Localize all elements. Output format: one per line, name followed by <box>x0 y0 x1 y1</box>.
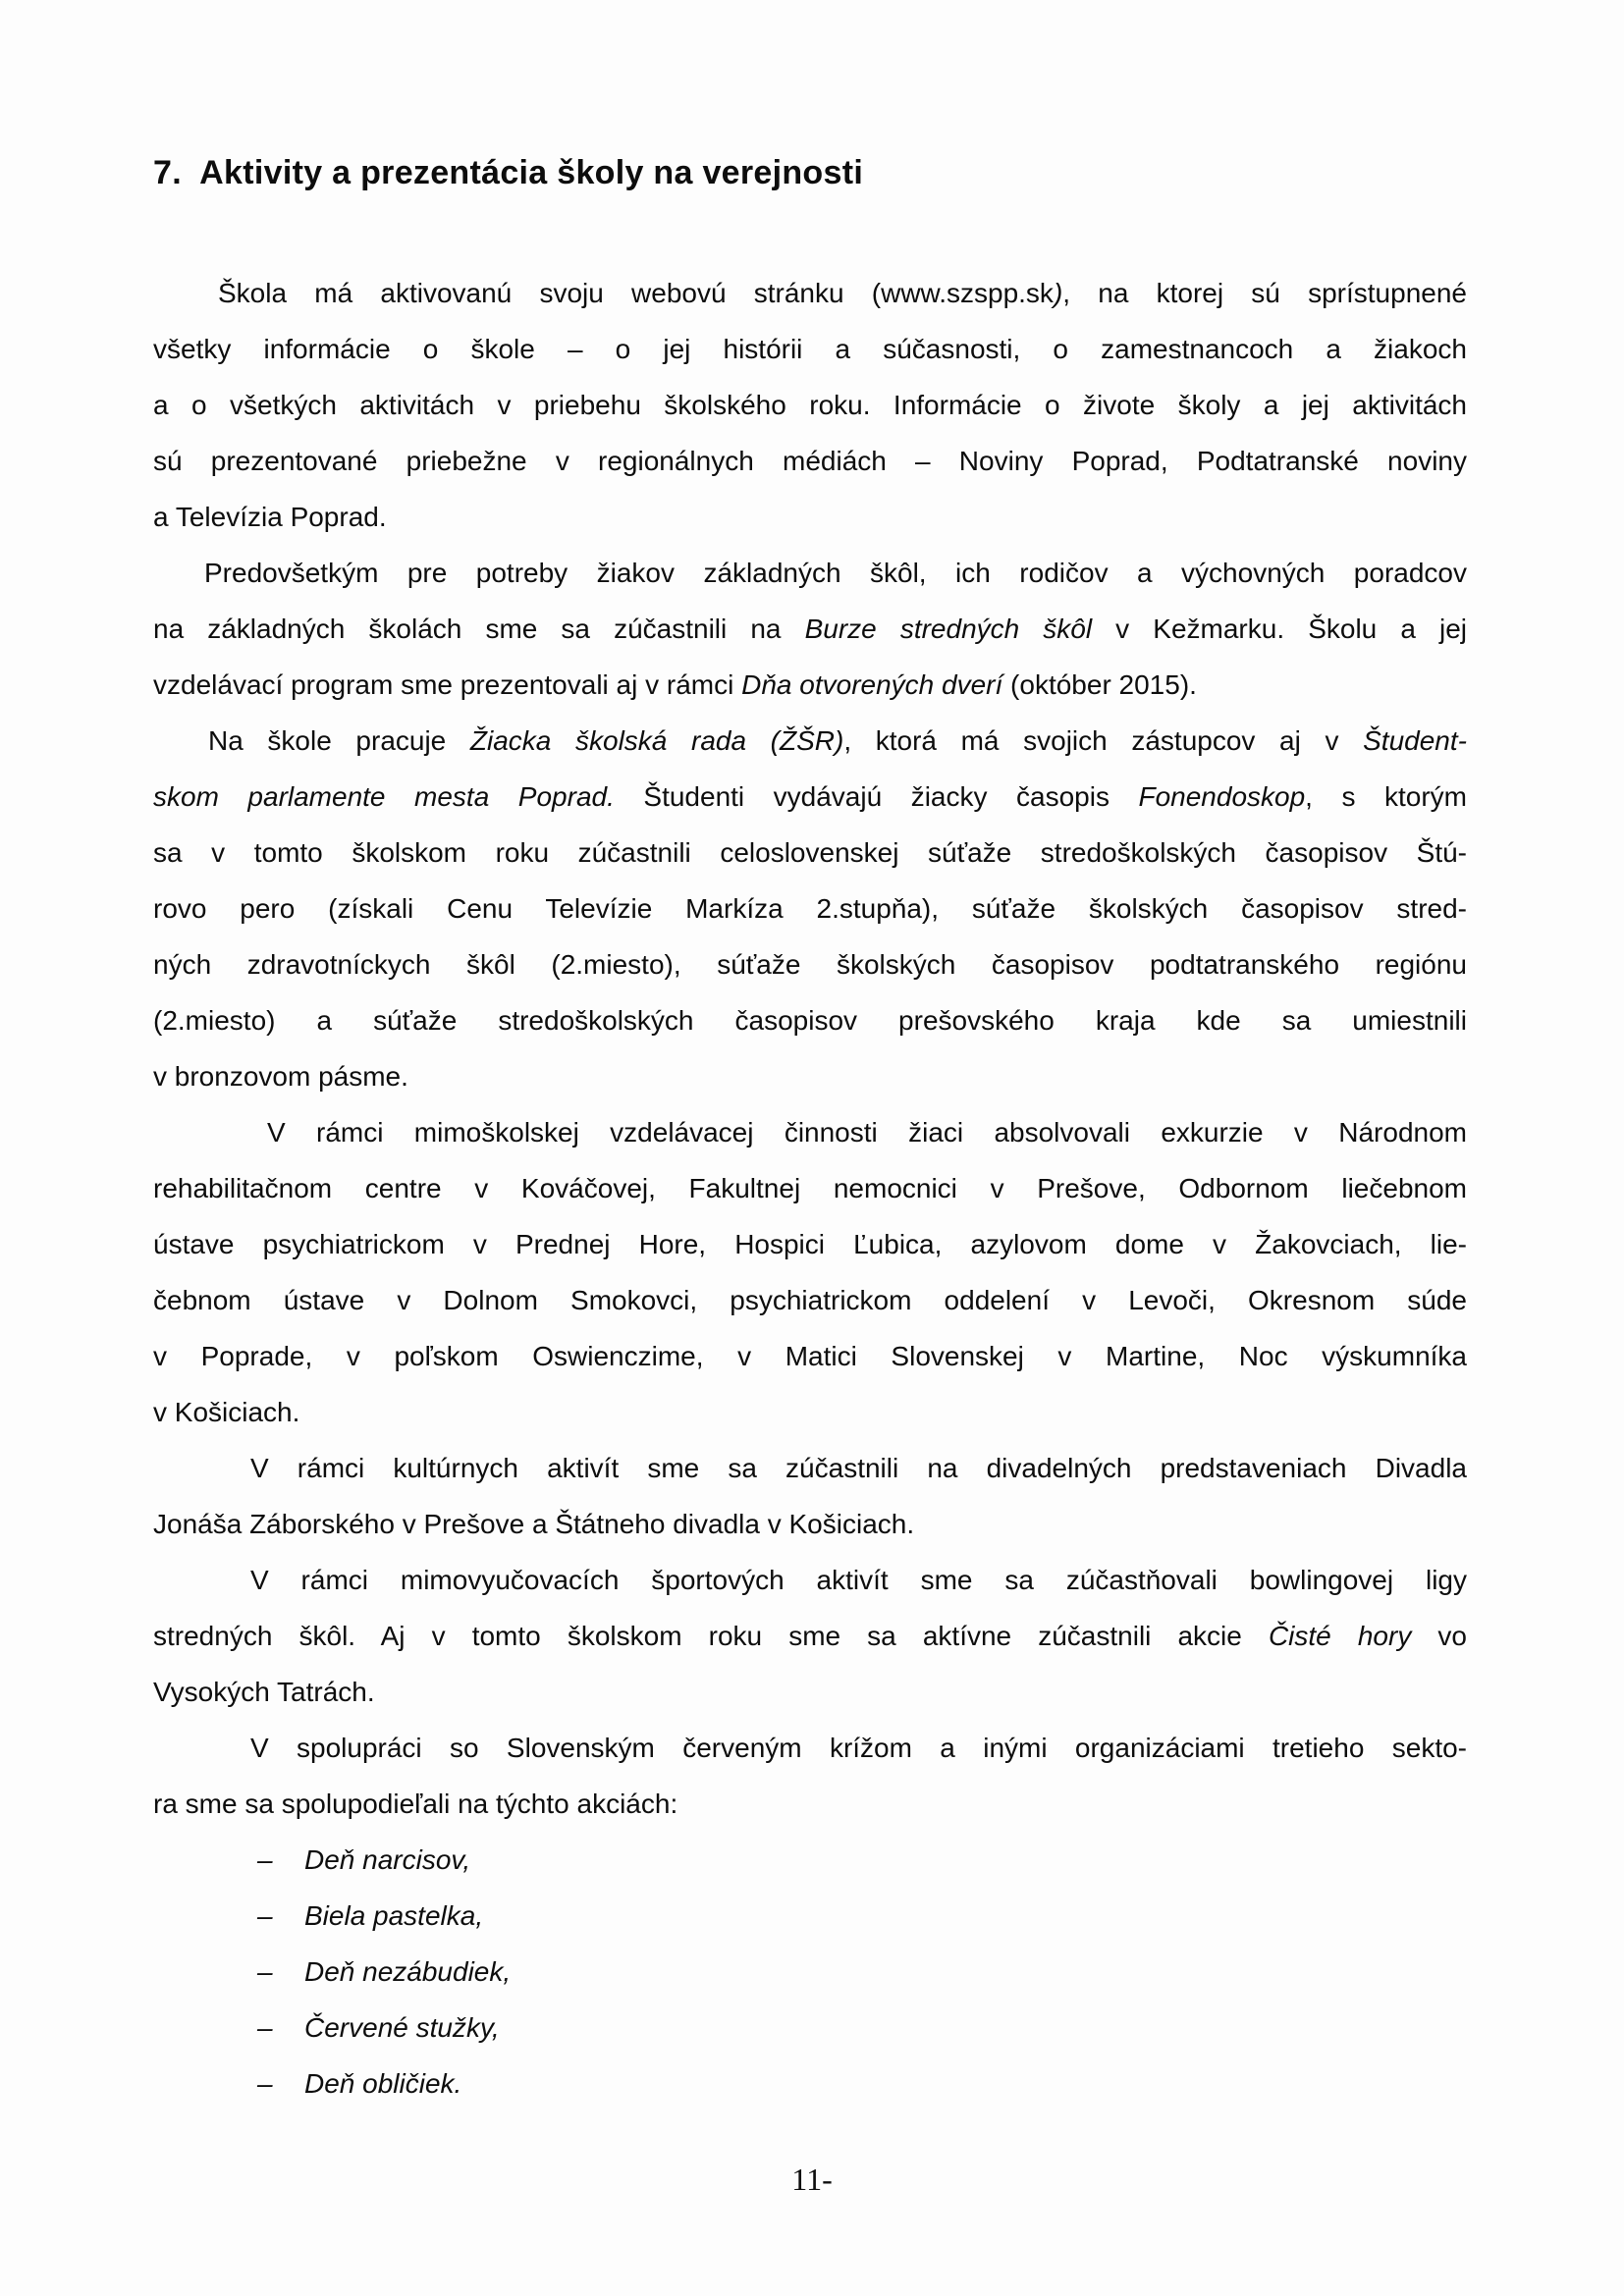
italic-text-segment: Čisté hory <box>1268 1621 1412 1651</box>
list-dash-marker: – <box>257 1956 273 1987</box>
text-line <box>153 992 1467 1048</box>
text-segment: v bronzovom pásme. <box>153 1061 408 1092</box>
body-text <box>153 265 1467 1832</box>
italic-text-segment: ) <box>1053 278 1063 308</box>
list-item-text: Deň nezábudiek, <box>304 1956 512 1987</box>
text-line <box>153 1608 1467 1664</box>
text-line <box>153 489 1467 545</box>
text-segment: Škola má aktivovanú svoju webovú stránku (www.szspp.sk <box>218 278 1054 308</box>
text-line <box>153 1720 1467 1776</box>
italic-text-segment: Dňa otvorených dverí <box>741 669 1003 700</box>
italic-text-segment: skom parlamente mesta Poprad. <box>153 781 615 812</box>
text-line <box>153 1496 1467 1552</box>
text-segment: Jonáša Záborského v Prešove a Štátneho divadla v Košiciach. <box>153 1509 915 1539</box>
text-line <box>153 1216 1467 1272</box>
list-dash-marker: – <box>257 2012 273 2043</box>
text-line <box>153 936 1467 992</box>
text-line <box>153 1440 1467 1496</box>
text-segment: , na ktorej sú sprístupnené <box>1062 278 1467 308</box>
list-dash-marker: – <box>257 1844 273 1875</box>
text-segment: ných zdravotníckych škôl (2.miesto), súťaže školských časopisov podtatranského regiónu <box>153 949 1467 980</box>
text-segment: a o všetkých aktivitách v priebehu školského roku. Informácie o živote školy a jej aktivitách <box>153 390 1467 420</box>
text-segment: (október 2015). <box>1002 669 1197 700</box>
list-item <box>153 2056 1467 2111</box>
paragraph <box>153 1104 1467 1440</box>
paragraph <box>153 1552 1467 1720</box>
text-segment: vzdelávací program sme prezentovali aj v rámci <box>153 669 742 700</box>
text-line <box>153 1552 1467 1608</box>
text-line <box>153 1384 1467 1440</box>
text-line <box>153 1328 1467 1384</box>
text-line <box>153 713 1467 769</box>
text-segment: (2.miesto) a súťaže stredoškolských časopisov prešovského kraja kde sa umiestnili <box>153 1005 1467 1036</box>
text-segment: sú prezentované priebežne v regionálnych médiách – Noviny Poprad, Podtatranské noviny <box>153 446 1467 476</box>
text-segment: ústave psychiatrickom v Prednej Hore, Hospici Ľubica, azylovom dome v Žakovciach, lie- <box>153 1229 1467 1259</box>
text-line <box>153 433 1467 489</box>
text-line <box>153 265 1467 321</box>
page-number: 11- <box>791 2162 833 2197</box>
text-segment: Predovšetkým pre potreby žiakov základných škôl, ich rodičov a výchovných poradcov <box>204 558 1467 588</box>
text-line <box>153 657 1467 713</box>
page-content <box>153 145 1467 2111</box>
text-segment: čebnom ústave v Dolnom Smokovci, psychiatrickom oddelení v Levoči, Okresnom súde <box>153 1285 1467 1315</box>
text-line <box>153 1048 1467 1104</box>
text-segment: rovo pero (získali Cenu Televízie Markíza 2.stupňa), súťaže školských časopisov stred- <box>153 893 1467 924</box>
text-segment: Študenti vydávajú žiacky časopis <box>614 781 1139 812</box>
text-line <box>153 1776 1467 1832</box>
text-segment: V rámci mimovyučovacích športových aktivít sme sa zúčastňovali bowlingovej ligy <box>250 1565 1467 1595</box>
list-dash-marker: – <box>257 1900 273 1931</box>
paragraph <box>153 1440 1467 1552</box>
text-line <box>153 1104 1467 1160</box>
section-heading: 7. Aktivity a prezentácia školy na verejnosti <box>153 154 864 191</box>
text-segment: V rámci mimoškolskej vzdelávacej činnosti žiaci absolvovali exkurzie v Národnom <box>267 1117 1467 1148</box>
text-segment: Na škole pracuje <box>208 725 470 756</box>
text-segment: , s ktorým <box>1305 781 1467 812</box>
text-segment: na základných školách sme sa zúčastnili na <box>153 614 805 644</box>
list-item-text: Červené stužky, <box>304 2012 500 2043</box>
italic-text-segment: Žiacka školská rada (ŽŠR) <box>469 725 844 756</box>
text-segment: V rámci kultúrnych aktivít sme sa zúčastnili na divadelných predstaveniach Divadla <box>250 1453 1467 1483</box>
list-dash-marker: – <box>257 2068 273 2099</box>
text-segment: v Košiciach. <box>153 1397 300 1427</box>
list-item <box>153 1944 1467 2000</box>
paragraph <box>153 265 1467 545</box>
text-line <box>153 545 1467 601</box>
italic-text-segment: Študent- <box>1363 725 1467 756</box>
text-segment: sa v tomto školskom roku zúčastnili celoslovenskej súťaže stredoškolských časopisov Štú- <box>153 837 1467 868</box>
text-line <box>153 321 1467 377</box>
text-segment: rehabilitačnom centre v Kováčovej, Fakultnej nemocnici v Prešove, Odbornom liečebnom <box>153 1173 1467 1203</box>
text-line <box>153 377 1467 433</box>
text-segment: vo <box>1411 1621 1467 1651</box>
text-segment: stredných škôl. Aj v tomto školskom roku sme sa aktívne zúčastnili akcie <box>153 1621 1269 1651</box>
text-line <box>153 769 1467 825</box>
paragraph <box>153 713 1467 1104</box>
text-line <box>153 825 1467 881</box>
list-item <box>153 1888 1467 1944</box>
text-line <box>153 1272 1467 1328</box>
text-segment: , ktorá má svojich zástupcov aj v <box>843 725 1364 756</box>
text-line <box>153 1664 1467 1720</box>
list-item-text: Biela pastelka, <box>304 1900 484 1931</box>
italic-text-segment: Burze stredných škôl <box>804 614 1093 644</box>
text-line <box>153 881 1467 936</box>
paragraph <box>153 1720 1467 1832</box>
list-item-text: Deň obličiek. <box>304 2068 462 2099</box>
text-segment: a Televízia Poprad. <box>153 502 387 532</box>
list-item-text: Deň narcisov, <box>304 1844 471 1875</box>
paragraph <box>153 545 1467 713</box>
text-line <box>153 601 1467 657</box>
text-segment: v Poprade, v poľskom Oswienczime, v Matici Slovenskej v Martine, Noc výskumníka <box>153 1341 1467 1371</box>
italic-text-segment: Fonendoskop <box>1138 781 1306 812</box>
text-segment: ra sme sa spolupodieľali na týchto akciách: <box>153 1789 678 1819</box>
text-segment: V spolupráci so Slovenským červeným krížom a inými organizáciami tretieho sekto- <box>250 1733 1467 1763</box>
list-item <box>153 2000 1467 2056</box>
text-segment: v Kežmarku. Školu a jej <box>1092 614 1467 644</box>
text-line <box>153 1160 1467 1216</box>
text-segment: všetky informácie o škole – o jej histórii a súčasnosti, o zamestnancoch a žiakoch <box>153 334 1467 364</box>
text-segment: Vysokých Tatrách. <box>153 1677 375 1707</box>
list-item <box>153 1832 1467 1888</box>
bullet-list <box>153 1832 1467 2111</box>
